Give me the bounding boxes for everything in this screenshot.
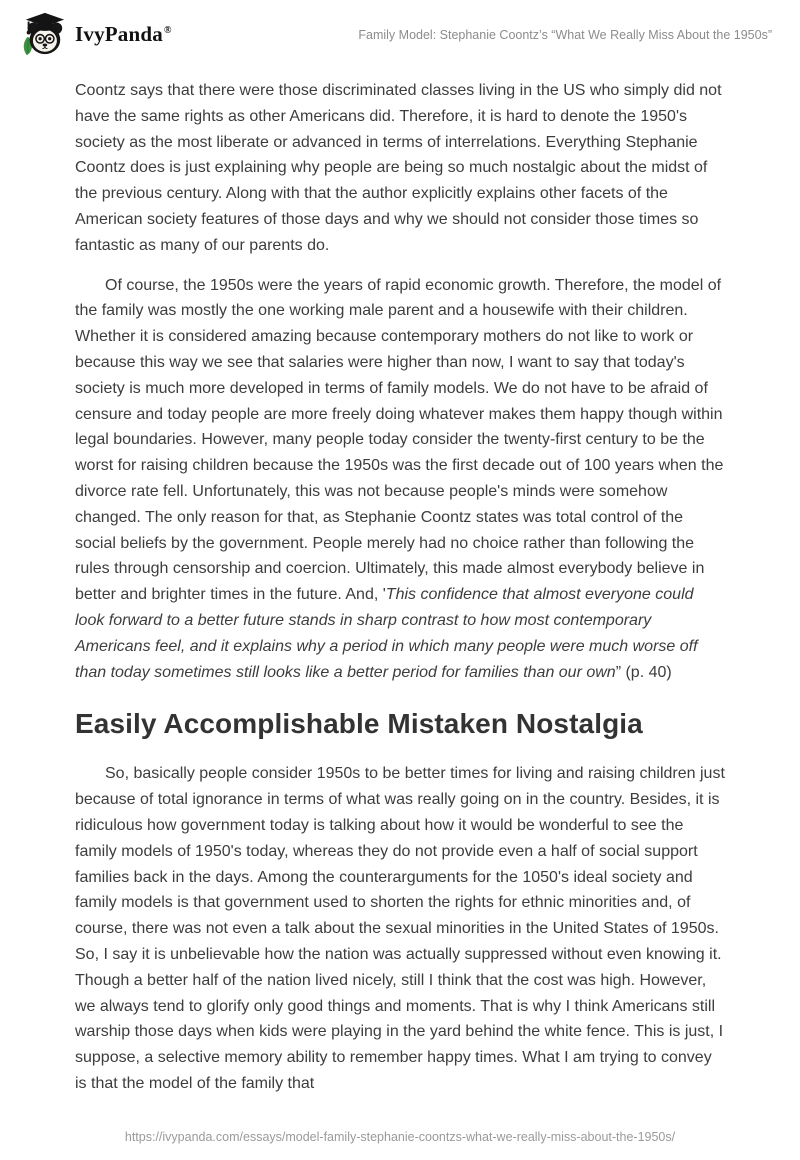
page-header — [0, 0, 800, 58]
registered-mark: ® — [163, 24, 172, 36]
paragraph-2-citation: ” (p. 40) — [615, 663, 672, 681]
essay-content — [0, 58, 800, 1097]
page-footer — [0, 1128, 800, 1146]
document-title: Family Model: Stephanie Coontz’s “What We Really Miss About the 1950s” — [358, 28, 772, 42]
paragraph-2-quote: This confidence that almost everyone could look forward to a better future stands in sharp contrast to how most contemporary Americans feel, and it explains why a period in which many people were much worse off than today sometimes still looks like a better period for families than our own — [75, 586, 698, 681]
brand[interactable] — [20, 11, 172, 57]
paragraph-1: Coontz says that there were those discriminated classes living in the US who simply did not have the same rights as other Americans did. Therefore, it is hard to denote the 1950's society as the most liberate or advanced in terms of interrelations. Everything Stephanie Coontz does is just explaining why people are being so much nostalgic about the midst of the previous century. Along with that the author explicitly explains other facets of the American society features of those days and why we should not consider those times so fantastic as many of our parents do. — [75, 82, 722, 254]
brand-name — [75, 22, 172, 47]
paragraph-2-text: Of course, the 1950s were the years of rapid economic growth. Therefore, the model of the family was mostly the one working male parent and a housewife with their children. Whether it is considered amazing because contemporary mothers do not like to work or because this way we see that salaries were higher than now, I want to say that today's society is much more developed in terms of family models. We do not have to be afraid of censure and today people are more freely doing whatever makes them happy though within legal boundaries. However, many people today consider the twenty-first century to be the worst for raising children because the 1950s was the first decade out of 100 years when the divorce rate fell. Unfortunately, this was not because people's minds were somehow changed. The only reason for that, as Stephanie Coontz states was total control of the social beliefs by the government. People merely had no choice rather than following the rules through censorship and coercion. Ultimately, this made almost everybody believe in better and brighter times in the future. And, ' — [75, 276, 724, 604]
paragraph-3: So, basically people consider 1950s to be better times for living and raising children just because of total ignorance in terms of what was really going on in the country. Besides, it is ridiculous how government today is talking about how it would be wonderful to see the family models of 1950's today, whereas they do not provide even a half of social support families back in the days. Among the counterarguments for the 1050's ideal society and family models is that government used to shorten the rights for ethnic minorities and, of course, there was not even a talk about the sexual minorities in the United States of 1950s. So, I say it is unbelievable how the nation was actually suppressed without even knowing it. Though a better half of the nation lived nicely, still I think that the cost was high. However, we always tend to glorify only good things and moments. That is why I think Americans still warship those days when kids were playing in the yard behind the white fence. This is just, I suppose, a selective memory ability to remember happy times. What I am trying to convey is that the model of the family that — [75, 765, 725, 1092]
source-url-link[interactable]: https://ivypanda.com/essays/model-family-stephanie-coontzs-what-we-really-miss-about-the-1950s/ — [124, 1130, 676, 1144]
brand-text: IvyPanda — [75, 21, 163, 46]
ivypanda-panda-logo-icon — [20, 11, 66, 57]
section-heading: Easily Accomplishable Mistaken Nostalgia — [75, 708, 643, 740]
paragraph-2 — [75, 273, 725, 686]
